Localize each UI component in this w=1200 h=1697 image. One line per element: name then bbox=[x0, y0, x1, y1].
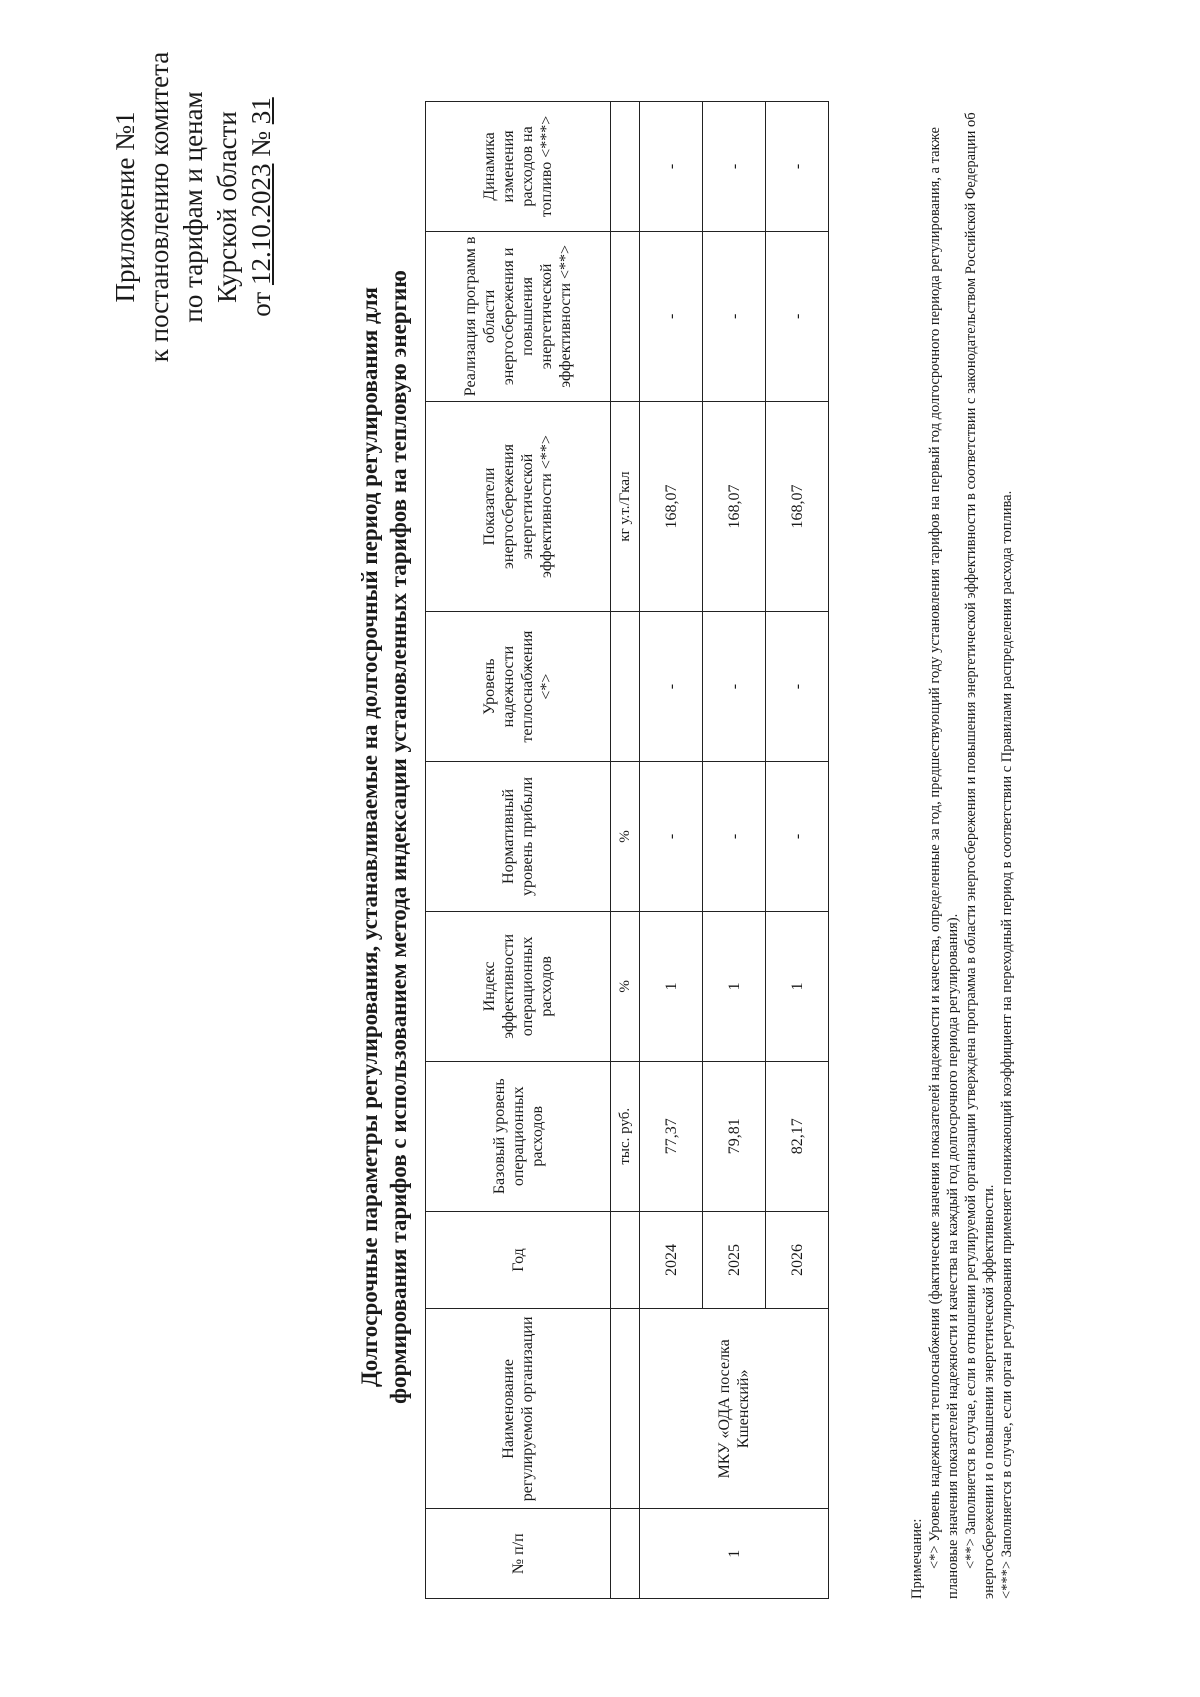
cell-efficiency-index: 1 bbox=[640, 911, 703, 1061]
appendix-date-prefix: от bbox=[246, 291, 276, 317]
note-fuel: <***> Заполняется в случае, если орган регулирования применяет понижающий коэффициент на переходный период в соответствии с Правилами распределения расхода топлива. bbox=[999, 490, 1015, 1599]
header-fuel-dynamics: Динамика изменения расходов на топливо <***> bbox=[426, 102, 611, 232]
cell-year: 2025 bbox=[703, 1211, 766, 1309]
header-year: Год bbox=[426, 1211, 611, 1309]
note-energy-program: <**> Заполняется в случае, если в отношении регулируемой организации утверждена программа в области энергосбережения и повышения энергетической эффективности в соответствии с законодательством Российской Федерации об энергосбережении и о повышении энергетической эффективности. bbox=[963, 112, 997, 1599]
title-line-2: формирования тарифов с использованием метода индексации установленных тарифов на тепловую энергию bbox=[386, 270, 411, 1404]
unit-num bbox=[611, 1509, 640, 1599]
cell-year: 2024 bbox=[640, 1211, 703, 1309]
cell-fuel-dynamics: - bbox=[703, 102, 766, 232]
cell-base-opex: 77,37 bbox=[640, 1061, 703, 1211]
header-reliability: Уровень надежности теплоснабжения <*> bbox=[426, 612, 611, 762]
cell-energy-indicators: 168,07 bbox=[703, 401, 766, 611]
cell-fuel-dynamics: - bbox=[766, 102, 829, 232]
header-energy-indicators: Показатели энергосбережения энергетической эффективности <**> bbox=[426, 401, 611, 611]
unit-normative-profit: % bbox=[611, 762, 640, 912]
cell-energy-programs: - bbox=[766, 231, 829, 401]
cell-energy-indicators: 168,07 bbox=[766, 401, 829, 611]
units-row bbox=[611, 102, 640, 1599]
cell-efficiency-index: 1 bbox=[766, 911, 829, 1061]
cell-base-opex: 82,17 bbox=[766, 1061, 829, 1211]
unit-organization bbox=[611, 1309, 640, 1509]
cell-base-opex: 79,81 bbox=[703, 1061, 766, 1211]
cell-reliability: - bbox=[640, 612, 703, 762]
unit-year bbox=[611, 1211, 640, 1309]
appendix-date-line bbox=[244, 37, 278, 377]
unit-energy-programs bbox=[611, 231, 640, 401]
unit-fuel-dynamics bbox=[611, 102, 640, 232]
cell-fuel-dynamics: - bbox=[640, 102, 703, 232]
appendix-number-label: № bbox=[246, 131, 276, 157]
cell-normative-profit: - bbox=[640, 762, 703, 912]
cell-normative-profit: - bbox=[766, 762, 829, 912]
document-title bbox=[355, 97, 413, 1577]
title-line-1: Долгосрочные параметры регулирования, устанавливаемые на долгосрочный период регулирования для bbox=[357, 286, 382, 1388]
header-row bbox=[426, 102, 611, 1599]
cell-energy-programs: - bbox=[703, 231, 766, 401]
header-efficiency-index: Индекс эффективности операционных расходов bbox=[426, 911, 611, 1061]
header-energy-programs: Реализация программ в области энергосбережения и повышения энергетической эффективности <**> bbox=[426, 231, 611, 401]
header-organization: Наименование регулируемой организации bbox=[426, 1309, 611, 1509]
appendix-line-4: Курской области bbox=[212, 111, 242, 303]
unit-reliability bbox=[611, 612, 640, 762]
cell-reliability: - bbox=[766, 612, 829, 762]
appendix-date: 12.10.2023 bbox=[246, 163, 276, 286]
header-normative-profit: Нормативный уровень прибыли bbox=[426, 762, 611, 912]
header-base-opex: Базовый уровень операционных расходов bbox=[426, 1061, 611, 1211]
footnotes bbox=[908, 79, 1016, 1599]
organization-name: МКУ «ОДА поселка Кшенский» bbox=[640, 1309, 829, 1509]
cell-reliability: - bbox=[703, 612, 766, 762]
unit-efficiency-index: % bbox=[611, 911, 640, 1061]
table-row bbox=[640, 102, 703, 1599]
appendix-number: 31 bbox=[246, 97, 276, 125]
cell-year: 2026 bbox=[766, 1211, 829, 1309]
cell-energy-programs: - bbox=[640, 231, 703, 401]
header-num: № п/п bbox=[426, 1509, 611, 1599]
cell-efficiency-index: 1 bbox=[703, 911, 766, 1061]
note-reliability: <*> Уровень надежности теплоснабжения (фактические значения показателей надежности и качества, определенные за год, предшествующий году установления тарифов на первый год долгосрочного периода регулирования, а также плановые значения показателей надежности и качества на каждый год долгосрочного периода регулирования). bbox=[927, 127, 961, 1599]
row-number: 1 bbox=[640, 1509, 829, 1599]
appendix-line-2: к постановлению комитета bbox=[144, 51, 174, 363]
appendix-line-1: Приложение №1 bbox=[110, 111, 140, 303]
cell-energy-indicators: 168,07 bbox=[640, 401, 703, 611]
unit-base-opex: тыс. руб. bbox=[611, 1061, 640, 1211]
parameters-table bbox=[425, 101, 829, 1599]
appendix-line-3: по тарифам и ценам bbox=[178, 91, 208, 323]
cell-normative-profit: - bbox=[703, 762, 766, 912]
appendix-header bbox=[108, 37, 278, 377]
unit-energy-indicators: кг у.т./Гкал bbox=[611, 401, 640, 611]
notes-heading: Примечание: bbox=[909, 1518, 925, 1599]
